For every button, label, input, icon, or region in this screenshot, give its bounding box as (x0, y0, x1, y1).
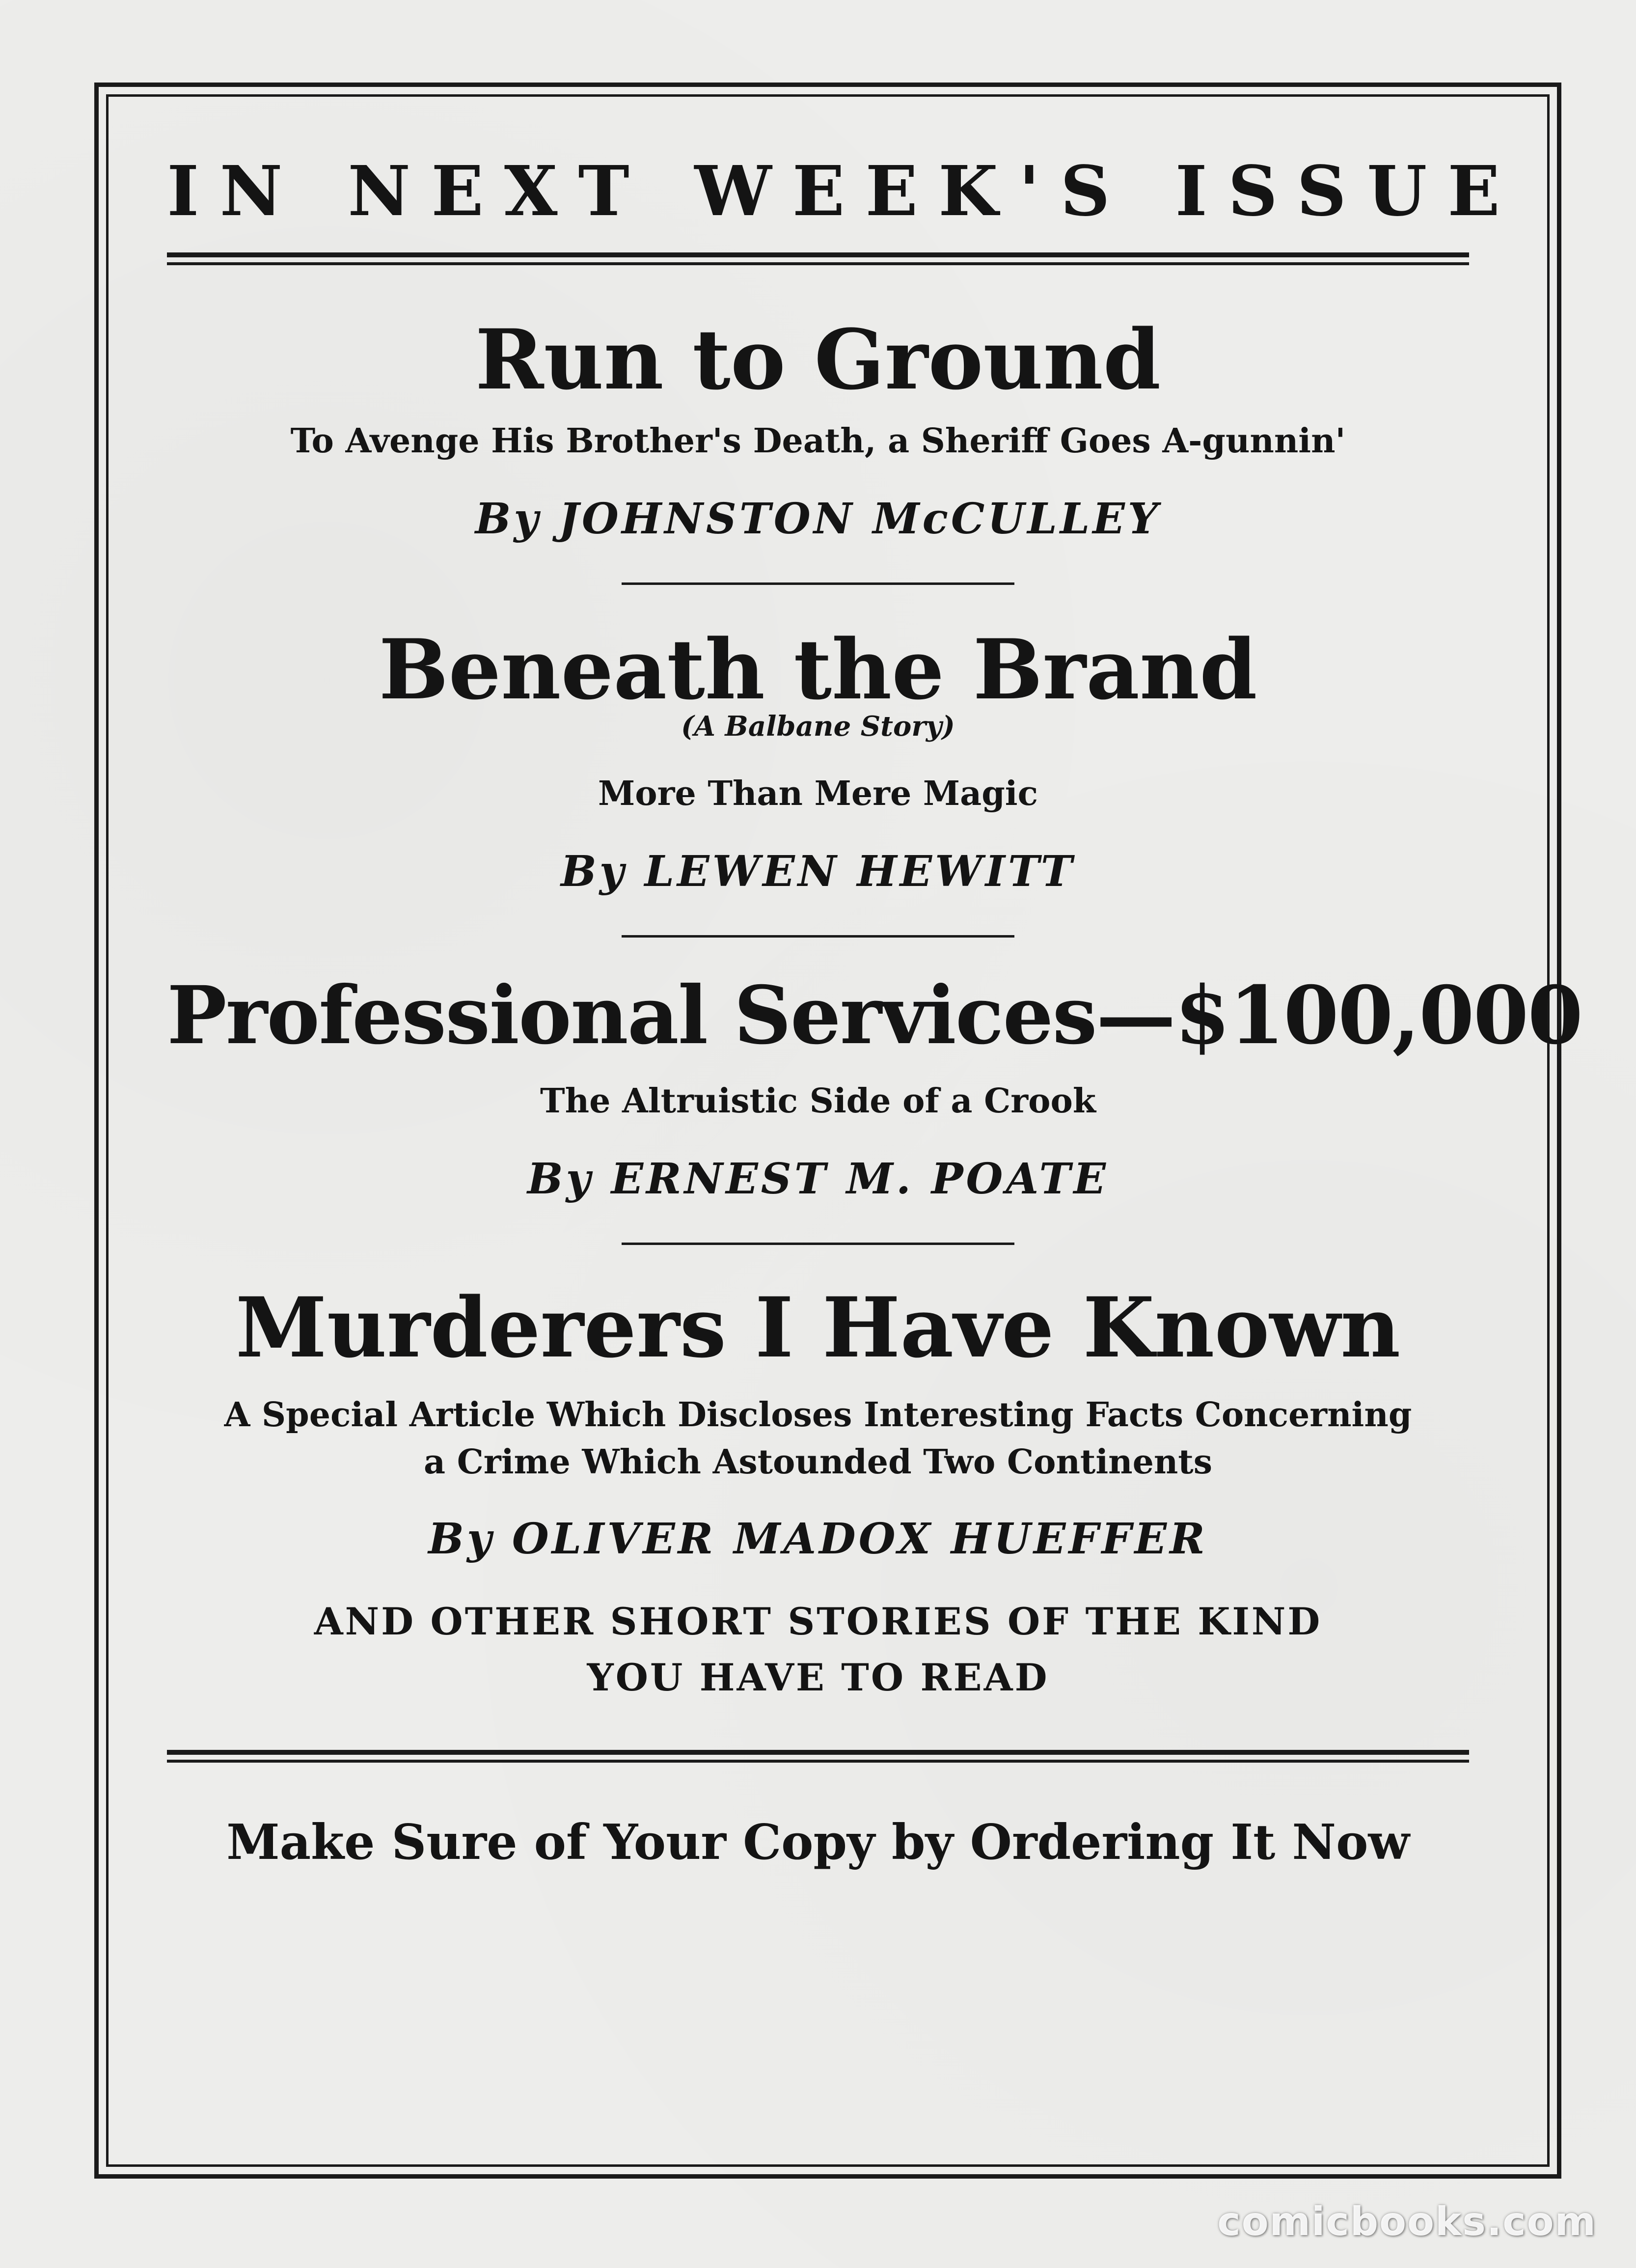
section-divider (622, 1243, 1014, 1245)
advertisement-content (167, 147, 1582, 1872)
story-title: Run to Ground (475, 311, 1161, 408)
watermark-logo: comicbooks.com (1217, 2199, 1597, 2244)
section-divider (622, 582, 1014, 585)
story-subtitle-line-2: a Crime Which Astounded Two Continents (424, 1442, 1212, 1482)
story-byline: By OLIVER MADOX HUEFFER (428, 1514, 1208, 1564)
header-double-rule (167, 252, 1469, 265)
story-byline: By JOHNSTON McCULLEY (475, 494, 1161, 544)
closing-line-2: YOU HAVE TO READ (587, 1655, 1049, 1699)
footer-double-rule (167, 1750, 1469, 1763)
story-subtitle: The Altruistic Side of a Crook (540, 1081, 1096, 1121)
story-byline: By LEWEN HEWITT (561, 846, 1075, 896)
story-byline: By ERNEST M. POATE (527, 1154, 1109, 1204)
story-2 (167, 620, 1469, 897)
story-subtitle: More Than Mere Magic (598, 774, 1038, 814)
story-4 (167, 1279, 1469, 1564)
closing-text (167, 1594, 1469, 1706)
story-title: Beneath the Brand (379, 620, 1257, 718)
closing-line-1: AND OTHER SHORT STORIES OF THE KIND (314, 1599, 1322, 1643)
story-3 (167, 969, 1582, 1204)
section-divider (622, 935, 1014, 938)
footer-call-to-action: Make Sure of Your Copy by Ordering It Now (226, 1814, 1410, 1871)
story-subtitle: To Avenge His Brother's Death, a Sheriff Goes A-gunnin' (290, 421, 1346, 461)
story-1 (167, 311, 1469, 544)
story-title: Murderers I Have Known (235, 1279, 1401, 1377)
story-subtitle-line-1: A Special Article Which Discloses Interesting Facts Concerning (224, 1395, 1412, 1435)
story-title: Professional Services—$100,000 (167, 969, 1582, 1063)
story-series-note: (A Balbane Story) (681, 710, 955, 743)
page-title: IN NEXT WEEK'S ISSUE (167, 151, 1521, 232)
